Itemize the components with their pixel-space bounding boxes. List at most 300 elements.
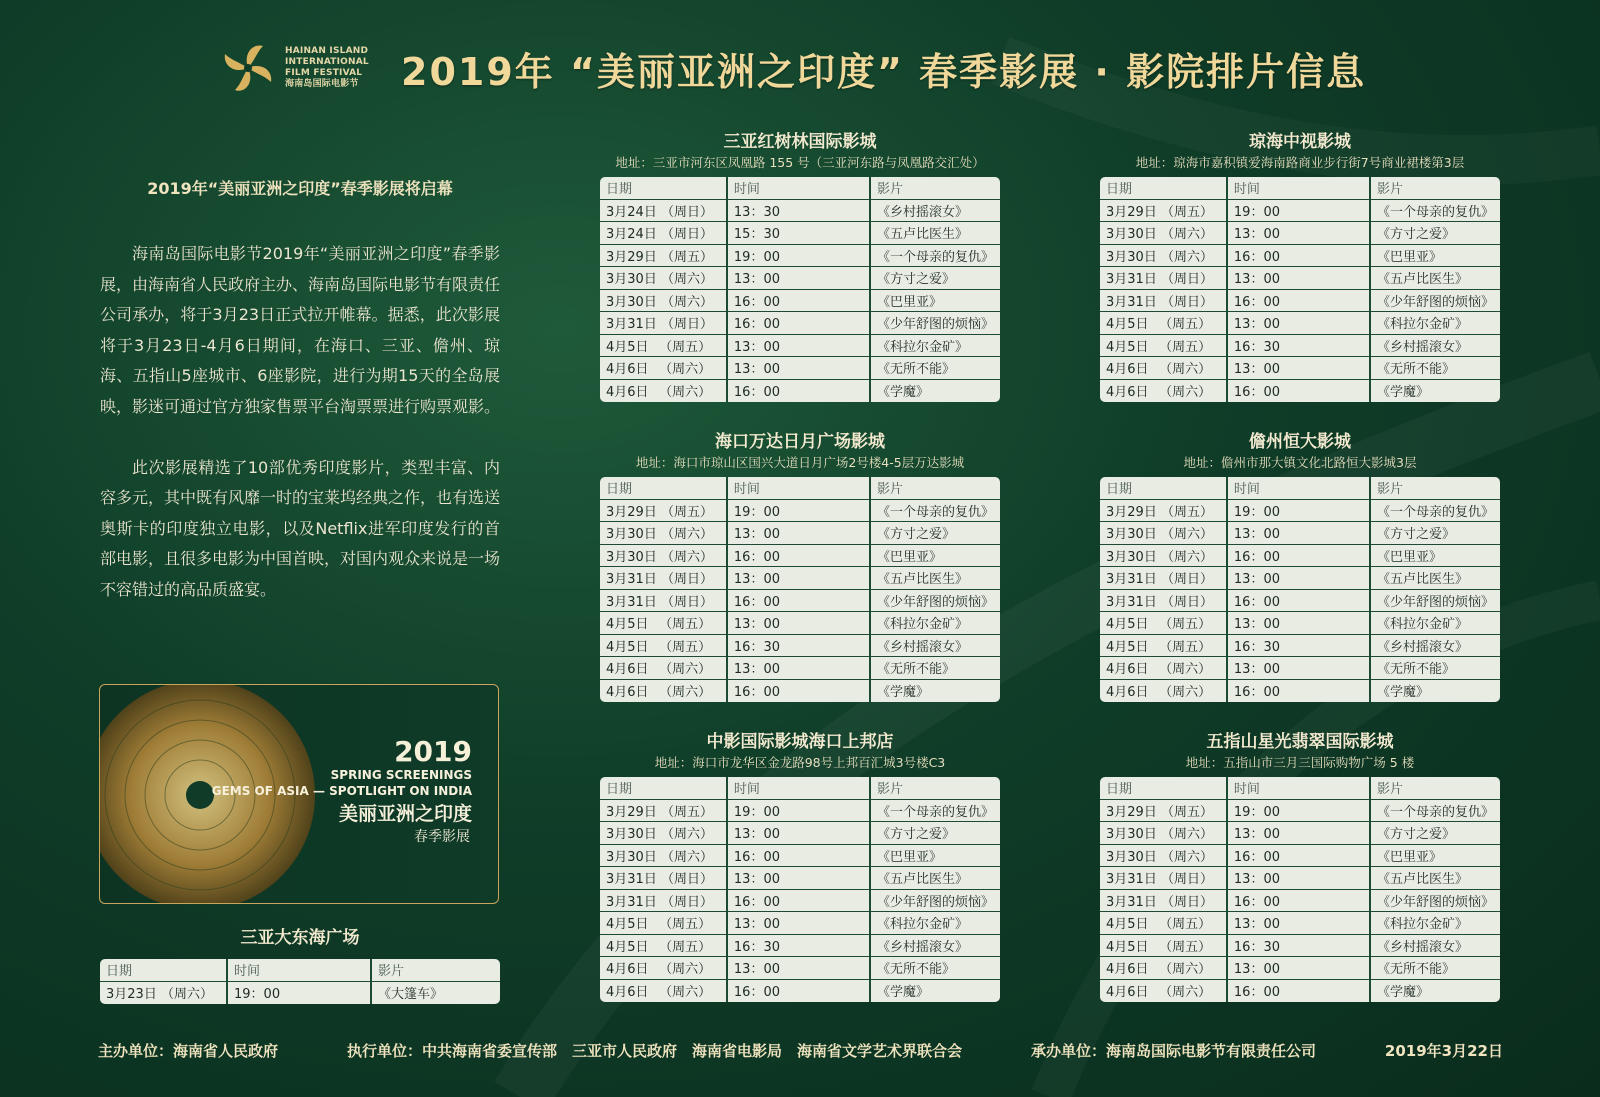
table-cell: 3月30日 （周六） bbox=[600, 845, 728, 868]
table-cell: 《巴里亚》 bbox=[871, 545, 1000, 568]
table-cell: 13：00 bbox=[1228, 867, 1371, 890]
table-row bbox=[600, 335, 1000, 358]
table-cell: 4月6日 （周六） bbox=[1100, 380, 1228, 403]
table-cell: 19：00 bbox=[228, 982, 372, 1005]
table-cell: 3月29日 （周五） bbox=[600, 800, 728, 823]
table-row bbox=[600, 680, 1000, 703]
table-cell: 《少年舒图的烦恼》 bbox=[1371, 590, 1500, 613]
table-cell: 19：00 bbox=[728, 500, 871, 523]
table-cell: 16：30 bbox=[1228, 635, 1371, 658]
intro-paragraph: 此次影展精选了10部优秀印度影片，类型丰富、内容多元，其中既有风靡一时的宝莱坞经典之作，也有选送奥斯卡的印度独立电影，以及Netflix进军印度发行的首部电影，且很多电影为中国首映，对国内观众来说是一场不容错过的高品质盛宴。 bbox=[100, 457, 501, 599]
table-cell: 13：00 bbox=[1228, 522, 1371, 545]
table-cell: 3月30日 （周六） bbox=[600, 822, 728, 845]
table-row bbox=[600, 890, 1000, 913]
cinema-address: 地址：五指山市三月三国际购物广场 5 楼 bbox=[1185, 755, 1415, 770]
table-cell: 4月5日 （周五） bbox=[600, 912, 728, 935]
column-header: 日期 bbox=[1100, 177, 1228, 200]
table-row bbox=[1100, 867, 1500, 890]
table-cell: 16：00 bbox=[1228, 245, 1371, 268]
table-cell: 《少年舒图的烦恼》 bbox=[1371, 890, 1500, 913]
column-header: 日期 bbox=[600, 477, 728, 500]
table-cell: 《无所不能》 bbox=[871, 657, 1000, 680]
table-row bbox=[600, 267, 1000, 290]
table-cell: 3月31日 （周日） bbox=[600, 312, 728, 335]
table-cell: 3月30日 （周六） bbox=[600, 522, 728, 545]
table-cell: 《五卢比医生》 bbox=[1371, 567, 1500, 590]
schedule-table bbox=[600, 477, 1000, 702]
table-cell: 16：30 bbox=[728, 635, 871, 658]
table-row bbox=[600, 290, 1000, 313]
schedule-table bbox=[600, 177, 1000, 402]
table-row bbox=[600, 590, 1000, 613]
table-cell: 《方寸之爱》 bbox=[1371, 222, 1500, 245]
cinema-address: 地址：儋州市那大镇文化北路恒大影城3层 bbox=[1183, 455, 1417, 470]
table-cell: 3月29日 （周五） bbox=[600, 500, 728, 523]
table-cell: 《乡村摇滚女》 bbox=[1371, 935, 1500, 958]
table-cell: 《无所不能》 bbox=[871, 357, 1000, 380]
cinema-address: 地址：海口市龙华区金龙路98号上邦百汇城3号楼C3 bbox=[654, 755, 946, 770]
table-row bbox=[600, 822, 1000, 845]
table-cell: 16：00 bbox=[1228, 380, 1371, 403]
table-cell: 13：00 bbox=[1228, 567, 1371, 590]
table-row bbox=[600, 935, 1000, 958]
table-cell: 《巴里亚》 bbox=[1371, 245, 1500, 268]
schedule-table bbox=[100, 959, 500, 1004]
footer-date: 2019年3月22日 bbox=[1384, 1042, 1503, 1060]
column-header: 日期 bbox=[600, 177, 728, 200]
table-cell: 4月5日 （周五） bbox=[600, 612, 728, 635]
table-row bbox=[1100, 935, 1500, 958]
table-cell: 13：00 bbox=[728, 867, 871, 890]
table-cell: 3月31日 （周日） bbox=[600, 567, 728, 590]
table-cell: 13：00 bbox=[728, 957, 871, 980]
table-cell: 《无所不能》 bbox=[1371, 657, 1500, 680]
table-row bbox=[600, 500, 1000, 523]
cinema-wuzhishan-xingguang bbox=[1100, 730, 1500, 1002]
table-cell: 16：00 bbox=[1228, 545, 1371, 568]
table-cell: 13：00 bbox=[728, 612, 871, 635]
festival-logo-text bbox=[285, 46, 371, 90]
table-cell: 《五卢比医生》 bbox=[871, 867, 1000, 890]
table-cell: 13：00 bbox=[728, 357, 871, 380]
table-cell: 19：00 bbox=[1228, 800, 1371, 823]
cinema-haikou-wanda bbox=[600, 430, 1000, 702]
table-header-row bbox=[600, 777, 1000, 800]
poster-en-line2: GEMS OF ASIA — SPOTLIGHT ON INDIA bbox=[211, 784, 472, 798]
table-cell: 《乡村摇滚女》 bbox=[871, 635, 1000, 658]
table-cell: 3月29日 （周五） bbox=[1100, 500, 1228, 523]
table-cell: 16：00 bbox=[1228, 980, 1371, 1003]
table-cell: 《科拉尔金矿》 bbox=[871, 612, 1000, 635]
column-header: 影片 bbox=[1371, 477, 1500, 500]
table-row bbox=[600, 522, 1000, 545]
logo-line: INTERNATIONAL bbox=[285, 57, 369, 67]
table-row bbox=[600, 635, 1000, 658]
table-cell: 16：00 bbox=[1228, 890, 1371, 913]
schedule-table bbox=[600, 777, 1000, 1002]
table-cell: 16：00 bbox=[728, 312, 871, 335]
table-cell: 3月30日 （周六） bbox=[1100, 245, 1228, 268]
table-row bbox=[600, 380, 1000, 403]
table-cell: 《五卢比医生》 bbox=[871, 567, 1000, 590]
table-cell: 13：00 bbox=[728, 822, 871, 845]
table-cell: 16：00 bbox=[1228, 290, 1371, 313]
table-cell: 《科拉尔金矿》 bbox=[1371, 312, 1500, 335]
table-row bbox=[600, 567, 1000, 590]
table-cell: 16：00 bbox=[728, 845, 871, 868]
table-cell: 4月5日 （周五） bbox=[600, 335, 728, 358]
table-cell: 3月31日 （周日） bbox=[1100, 267, 1228, 290]
table-cell: 《大篷车》 bbox=[378, 987, 444, 1003]
table-cell: 16：00 bbox=[728, 590, 871, 613]
table-cell: 4月6日 （周六） bbox=[600, 657, 728, 680]
table-cell: 4月5日 （周五） bbox=[600, 635, 728, 658]
column-header: 影片 bbox=[871, 777, 1000, 800]
festival-logo bbox=[215, 38, 281, 98]
table-cell: 13：00 bbox=[728, 567, 871, 590]
table-header-row bbox=[1100, 477, 1500, 500]
table-cell: 3月31日 （周日） bbox=[600, 867, 728, 890]
poster-cn-line1: 美丽亚洲之印度 bbox=[338, 803, 472, 825]
table-cell: 《一个母亲的复仇》 bbox=[1371, 800, 1500, 823]
table-header-row bbox=[100, 959, 500, 982]
column-header: 时间 bbox=[1228, 477, 1371, 500]
table-cell: 《少年舒图的烦恼》 bbox=[871, 890, 1000, 913]
table-row bbox=[1100, 635, 1500, 658]
table-row bbox=[1100, 222, 1500, 245]
table-cell: 4月6日 （周六） bbox=[1100, 657, 1228, 680]
column-header: 时间 bbox=[728, 777, 871, 800]
cinema-haikou-zhongying bbox=[600, 730, 1000, 1002]
poster-text bbox=[212, 737, 472, 847]
poster-cn-line2: 春季影展 bbox=[414, 829, 470, 845]
table-cell: 16：30 bbox=[1228, 935, 1371, 958]
table-cell: 19：00 bbox=[1228, 500, 1371, 523]
table-cell: 3月31日 （周日） bbox=[1100, 290, 1228, 313]
cinema-name: 五指山星光翡翠国际影城 bbox=[1206, 732, 1394, 752]
table-cell: 3月30日 （周六） bbox=[1100, 545, 1228, 568]
table-cell: 13：00 bbox=[1228, 357, 1371, 380]
table-row bbox=[600, 357, 1000, 380]
table-cell: 3月31日 （周日） bbox=[1100, 590, 1228, 613]
table-cell: 3月30日 （周六） bbox=[600, 267, 728, 290]
table-cell: 4月5日 （周五） bbox=[1100, 312, 1228, 335]
intro-title: 2019年“美丽亚洲之印度”春季影展将启幕 bbox=[147, 179, 453, 198]
table-row bbox=[1100, 567, 1500, 590]
table-cell: 13：00 bbox=[1228, 312, 1371, 335]
table-cell: 3月30日 （周六） bbox=[600, 290, 728, 313]
table-row bbox=[600, 200, 1000, 223]
cinema-name: 海口万达日月广场影城 bbox=[715, 432, 885, 452]
table-cell: 《无所不能》 bbox=[1371, 357, 1500, 380]
table-cell: 16：00 bbox=[1228, 680, 1371, 703]
table-cell: 《乡村摇滚女》 bbox=[1371, 635, 1500, 658]
column-header: 时间 bbox=[728, 477, 871, 500]
table-cell: 《科拉尔金矿》 bbox=[871, 335, 1000, 358]
table-cell: 16：30 bbox=[1228, 335, 1371, 358]
table-cell: 4月5日 （周五） bbox=[1100, 335, 1228, 358]
table-row bbox=[1100, 290, 1500, 313]
column-header: 影片 bbox=[1371, 177, 1500, 200]
table-row bbox=[600, 800, 1000, 823]
table-cell: 16：00 bbox=[1228, 845, 1371, 868]
table-row bbox=[1100, 890, 1500, 913]
table-cell: 《科拉尔金矿》 bbox=[1371, 912, 1500, 935]
table-header-row bbox=[600, 477, 1000, 500]
cinema-name: 三亚大东海广场 bbox=[240, 928, 360, 948]
cinema-name: 琼海中视影城 bbox=[1249, 132, 1351, 152]
table-cell: 4月5日 （周五） bbox=[1100, 612, 1228, 635]
cinema-name: 儋州恒大影城 bbox=[1249, 432, 1351, 452]
table-row bbox=[1100, 845, 1500, 868]
table-cell: 《一个母亲的复仇》 bbox=[1371, 200, 1500, 223]
column-header: 日期 bbox=[600, 777, 728, 800]
table-cell: 《一个母亲的复仇》 bbox=[871, 245, 1000, 268]
column-header: 影片 bbox=[1371, 777, 1500, 800]
table-row bbox=[1100, 590, 1500, 613]
table-row bbox=[600, 545, 1000, 568]
table-cell: 《少年舒图的烦恼》 bbox=[871, 590, 1000, 613]
table-row bbox=[1100, 500, 1500, 523]
table-cell: 3月30日 （周六） bbox=[600, 545, 728, 568]
table-cell: 13：00 bbox=[1228, 912, 1371, 935]
table-cell: 《乡村摇滚女》 bbox=[871, 935, 1000, 958]
table-cell: 3月30日 （周六） bbox=[1100, 845, 1228, 868]
table-row bbox=[600, 845, 1000, 868]
table-cell: 3月30日 （周六） bbox=[1100, 522, 1228, 545]
cinema-name: 三亚红树林国际影城 bbox=[723, 132, 877, 152]
column-header: 影片 bbox=[372, 959, 500, 982]
table-cell: 13：00 bbox=[728, 912, 871, 935]
table-cell: 15：30 bbox=[728, 222, 871, 245]
table-row bbox=[1100, 522, 1500, 545]
schedule-table bbox=[1100, 177, 1500, 402]
table-cell: 16：00 bbox=[728, 680, 871, 703]
table-cell: 《学魔》 bbox=[876, 685, 929, 701]
table-cell: 《少年舒图的烦恼》 bbox=[1371, 290, 1500, 313]
table-cell: 4月6日 （周六） bbox=[600, 357, 728, 380]
festival-poster bbox=[99, 684, 499, 904]
table-row bbox=[600, 912, 1000, 935]
footer-executor: 执行单位：中共海南省委宣传部 三亚市人民政府 海南省电影局 海南省文学艺术界联合会 bbox=[346, 1042, 962, 1060]
table-cell: 《学魔》 bbox=[876, 985, 929, 1001]
table-cell: 《少年舒图的烦恼》 bbox=[871, 312, 1000, 335]
column-header: 影片 bbox=[871, 177, 1000, 200]
intro-section bbox=[100, 176, 500, 636]
table-row bbox=[1100, 680, 1500, 703]
table-cell: 16：00 bbox=[728, 980, 871, 1003]
table-cell: 16：30 bbox=[728, 935, 871, 958]
table-cell: 3月23日 （周六） bbox=[100, 982, 228, 1005]
table-cell: 13：00 bbox=[728, 657, 871, 680]
table-row bbox=[600, 245, 1000, 268]
table-cell: 3月31日 （周日） bbox=[600, 590, 728, 613]
table-row bbox=[600, 312, 1000, 335]
table-cell: 3月30日 （周六） bbox=[1100, 822, 1228, 845]
table-cell: 13：00 bbox=[728, 522, 871, 545]
table-header-row bbox=[600, 177, 1000, 200]
cinema-address: 地址：三亚市河东区凤凰路 155 号（三亚河东路与凤凰路交汇处） bbox=[615, 155, 985, 170]
column-header: 日期 bbox=[1100, 777, 1228, 800]
logo-line: HAINAN ISLAND bbox=[285, 46, 369, 56]
table-row bbox=[100, 982, 500, 1005]
table-cell: 《无所不能》 bbox=[1371, 957, 1500, 980]
table-row bbox=[600, 657, 1000, 680]
table-row bbox=[1100, 657, 1500, 680]
table-row bbox=[1100, 335, 1500, 358]
table-row bbox=[1100, 200, 1500, 223]
column-header: 时间 bbox=[1228, 177, 1371, 200]
cinema-address: 地址：琼海市嘉积镇爱海南路商业步行街7号商业裙楼第3层 bbox=[1135, 155, 1465, 170]
table-cell: 19：00 bbox=[728, 245, 871, 268]
table-row bbox=[600, 612, 1000, 635]
table-cell: 《巴里亚》 bbox=[871, 290, 1000, 313]
table-cell: 3月31日 （周日） bbox=[1100, 890, 1228, 913]
table-cell: 13：00 bbox=[1228, 957, 1371, 980]
table-cell: 16：00 bbox=[728, 545, 871, 568]
table-cell: 13：00 bbox=[1228, 222, 1371, 245]
table-cell: 4月5日 （周五） bbox=[600, 935, 728, 958]
column-header: 时间 bbox=[1228, 777, 1371, 800]
table-row bbox=[600, 980, 1000, 1003]
table-cell: 16：00 bbox=[728, 290, 871, 313]
table-cell: 4月6日 （周六） bbox=[1100, 980, 1228, 1003]
logo-line: 海南岛国际电影节 bbox=[285, 79, 359, 89]
poster-en-line1: SPRING SCREENINGS bbox=[330, 768, 472, 782]
table-cell: 《乡村摇滚女》 bbox=[1371, 335, 1500, 358]
table-cell: 《五卢比医生》 bbox=[871, 222, 1000, 245]
table-row bbox=[1100, 800, 1500, 823]
table-cell: 16：00 bbox=[1228, 590, 1371, 613]
table-row bbox=[600, 222, 1000, 245]
table-cell: 3月31日 （周日） bbox=[1100, 567, 1228, 590]
table-cell: 《方寸之爱》 bbox=[871, 522, 1000, 545]
table-header-row bbox=[1100, 777, 1500, 800]
table-cell: 《方寸之爱》 bbox=[1371, 522, 1500, 545]
header bbox=[215, 38, 1385, 98]
table-cell: 13：00 bbox=[1228, 267, 1371, 290]
table-cell: 3月29日 （周五） bbox=[600, 245, 728, 268]
table-cell: 4月6日 （周六） bbox=[1100, 357, 1228, 380]
table-cell: 4月5日 （周五） bbox=[1100, 935, 1228, 958]
column-header: 日期 bbox=[100, 959, 228, 982]
cinema-danzhou-hengda bbox=[1100, 430, 1500, 702]
table-cell: 4月6日 （周六） bbox=[600, 980, 728, 1003]
intro-paragraph: 海南岛国际电影节2019年“美丽亚洲之印度”春季影展，由海南省人民政府主办、海南岛国际电影节有限责任公司承办，将于3月23日正式拉开帷幕。据悉，此次影展将于3月23日-4月6日期间，在海口、三亚、儋州、琼海、五指山5座城市、6座影院，进行为期15天的全岛展映，影迷可通过官方独家售票平台淘票票进行购票观影。 bbox=[100, 244, 501, 416]
table-row bbox=[1100, 822, 1500, 845]
table-cell: 《学魔》 bbox=[876, 385, 929, 401]
cinema-sanya-hongshulin bbox=[600, 130, 1000, 402]
logo-line: FILM FESTIVAL bbox=[285, 68, 363, 78]
table-cell: 《巴里亚》 bbox=[1371, 545, 1500, 568]
table-cell: 3月24日 （周日） bbox=[600, 222, 728, 245]
table-cell: 《学魔》 bbox=[1376, 985, 1429, 1001]
column-header: 影片 bbox=[871, 477, 1000, 500]
column-header: 时间 bbox=[228, 959, 372, 982]
table-cell: 《巴里亚》 bbox=[1371, 845, 1500, 868]
footer-host: 主办单位：海南省人民政府 bbox=[98, 1042, 279, 1060]
table-cell: 《一个母亲的复仇》 bbox=[871, 800, 1000, 823]
table-row bbox=[600, 957, 1000, 980]
table-cell: 4月6日 （周六） bbox=[600, 957, 728, 980]
cinema-qionghai-zhongshi bbox=[1100, 130, 1500, 402]
table-cell: 19：00 bbox=[728, 800, 871, 823]
table-cell: 《巴里亚》 bbox=[871, 845, 1000, 868]
table-cell: 《方寸之爱》 bbox=[1371, 822, 1500, 845]
cinema-sanya-dadonghai bbox=[100, 926, 500, 1004]
table-cell: 《五卢比医生》 bbox=[1371, 867, 1500, 890]
table-cell: 《方寸之爱》 bbox=[871, 267, 1000, 290]
table-row bbox=[1100, 245, 1500, 268]
column-header: 日期 bbox=[1100, 477, 1228, 500]
poster-year: 2019 bbox=[394, 735, 472, 768]
table-row bbox=[1100, 912, 1500, 935]
table-cell: 《无所不能》 bbox=[871, 957, 1000, 980]
table-cell: 《一个母亲的复仇》 bbox=[1371, 500, 1500, 523]
table-row bbox=[1100, 380, 1500, 403]
table-cell: 4月5日 （周五） bbox=[1100, 912, 1228, 935]
table-cell: 13：30 bbox=[728, 200, 871, 223]
table-cell: 3月30日 （周六） bbox=[1100, 222, 1228, 245]
cinema-address: 地址：海口市琼山区国兴大道日月广场2号楼4-5层万达影城 bbox=[635, 455, 965, 470]
table-cell: 4月5日 （周五） bbox=[1100, 635, 1228, 658]
table-row bbox=[1100, 545, 1500, 568]
table-cell: 《方寸之爱》 bbox=[871, 822, 1000, 845]
table-cell: 16：00 bbox=[728, 380, 871, 403]
table-cell: 13：00 bbox=[728, 335, 871, 358]
table-cell: 《五卢比医生》 bbox=[1371, 267, 1500, 290]
table-cell: 3月29日 （周五） bbox=[1100, 800, 1228, 823]
schedule-table bbox=[1100, 777, 1500, 1002]
table-header-row bbox=[1100, 177, 1500, 200]
table-row bbox=[1100, 980, 1500, 1003]
table-cell: 《乡村摇滚女》 bbox=[871, 200, 1000, 223]
table-cell: 19：00 bbox=[1228, 200, 1371, 223]
table-row bbox=[1100, 357, 1500, 380]
footer-organizer: 承办单位：海南岛国际电影节有限责任公司 bbox=[1030, 1042, 1316, 1060]
table-cell: 13：00 bbox=[728, 267, 871, 290]
table-cell: 13：00 bbox=[1228, 657, 1371, 680]
table-cell: 4月6日 （周六） bbox=[600, 680, 728, 703]
table-cell: 《学魔》 bbox=[1376, 385, 1429, 401]
table-row bbox=[1100, 312, 1500, 335]
footer bbox=[98, 1040, 1503, 1062]
table-cell: 《科拉尔金矿》 bbox=[871, 912, 1000, 935]
table-row bbox=[1100, 612, 1500, 635]
table-cell: 4月6日 （周六） bbox=[1100, 680, 1228, 703]
table-cell: 4月6日 （周六） bbox=[1100, 957, 1228, 980]
table-cell: 《一个母亲的复仇》 bbox=[871, 500, 1000, 523]
table-cell: 3月29日 （周五） bbox=[1100, 200, 1228, 223]
schedule-table bbox=[1100, 477, 1500, 702]
flower-logo-icon bbox=[215, 38, 281, 98]
table-cell: 3月31日 （周日） bbox=[600, 890, 728, 913]
table-cell: 4月6日 （周六） bbox=[600, 380, 728, 403]
cinema-name: 中影国际影城海口上邦店 bbox=[706, 732, 894, 752]
page-title: 2019年 “美丽亚洲之印度” 春季影展 · 影院排片信息 bbox=[401, 49, 1367, 94]
table-row bbox=[1100, 267, 1500, 290]
table-cell: 13：00 bbox=[1228, 612, 1371, 635]
column-header: 时间 bbox=[728, 177, 871, 200]
table-row bbox=[1100, 957, 1500, 980]
table-cell: 3月31日 （周日） bbox=[1100, 867, 1228, 890]
table-cell: 3月24日 （周日） bbox=[600, 200, 728, 223]
table-cell: 16：00 bbox=[728, 890, 871, 913]
table-cell: 13：00 bbox=[1228, 822, 1371, 845]
table-row bbox=[600, 867, 1000, 890]
table-cell: 《学魔》 bbox=[1376, 685, 1429, 701]
table-cell: 《科拉尔金矿》 bbox=[1371, 612, 1500, 635]
